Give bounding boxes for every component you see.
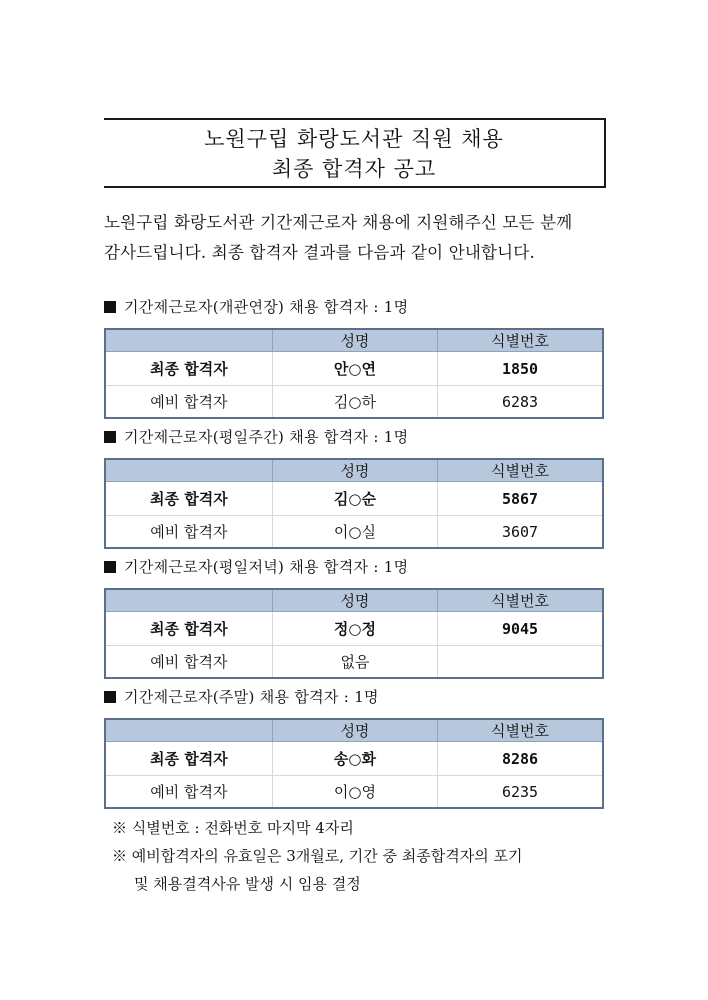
reserve-label: 예비 합격자: [105, 646, 272, 679]
final-label: 최종 합격자: [105, 742, 272, 776]
header-name: 성명: [272, 589, 437, 612]
section-heading-text: 기간제근로자(평일저녁) 채용 합격자 : 1명: [124, 558, 409, 576]
header-blank-cell: [105, 589, 272, 612]
table-header-row: [105, 329, 603, 352]
final-row: [105, 742, 603, 776]
reserve-label: 예비 합격자: [105, 776, 272, 809]
final-row: [105, 612, 603, 646]
reserve-row: [105, 386, 603, 419]
section-weekend: [104, 686, 614, 809]
final-id: 5867: [438, 482, 603, 516]
black-square-icon: [104, 301, 116, 313]
final-id: 1850: [438, 352, 603, 386]
reserve-label: 예비 합격자: [105, 516, 272, 549]
header-name: 성명: [272, 719, 437, 742]
note-id-definition: ※ 식별번호 : 전화번호 마지막 4자리: [112, 819, 354, 837]
note-reserve-validity-cont: 및 채용결격사유 발생 시 임용 결정: [134, 875, 361, 893]
final-id: 9045: [438, 612, 603, 646]
final-name: 김○순: [272, 482, 437, 516]
reserve-name: 이○영: [272, 776, 437, 809]
header-blank-cell: [105, 329, 272, 352]
section-extended-hours: [104, 296, 614, 419]
reserve-name: 이○실: [272, 516, 437, 549]
table-header-row: [105, 719, 603, 742]
section-heading: [104, 556, 614, 580]
note-reserve-validity: ※ 예비합격자의 유효일은 3개월로, 기간 중 최종합격자의 포기: [112, 847, 523, 865]
final-label: 최종 합격자: [105, 352, 272, 386]
section-heading: [104, 426, 614, 450]
header-blank-cell: [105, 459, 272, 482]
reserve-id: 3607: [438, 516, 603, 549]
section-heading-text: 기간제근로자(개관연장) 채용 합격자 : 1명: [124, 298, 409, 316]
final-label: 최종 합격자: [105, 482, 272, 516]
header-name: 성명: [272, 329, 437, 352]
reserve-name: 김○하: [272, 386, 437, 419]
result-table: [104, 718, 604, 809]
final-row: [105, 482, 603, 516]
black-square-icon: [104, 431, 116, 443]
black-square-icon: [104, 691, 116, 703]
reserve-row: [105, 776, 603, 809]
title-box: [104, 118, 606, 188]
result-table: [104, 328, 604, 419]
final-name: 안○연: [272, 352, 437, 386]
section-weekday-day: [104, 426, 614, 549]
header-blank-cell: [105, 719, 272, 742]
reserve-row: [105, 646, 603, 679]
final-row: [105, 352, 603, 386]
section-heading-text: 기간제근로자(주말) 채용 합격자 : 1명: [124, 688, 379, 706]
intro-paragraph: [104, 208, 614, 268]
intro-line-2: 감사드립니다. 최종 합격자 결과를 다음과 같이 안내합니다.: [104, 243, 535, 262]
section-heading: [104, 296, 614, 320]
page-subtitle: 최종 합격자 공고: [271, 157, 437, 181]
section-heading: [104, 686, 614, 710]
final-name: 송○화: [272, 742, 437, 776]
reserve-label: 예비 합격자: [105, 386, 272, 419]
reserve-row: [105, 516, 603, 549]
section-heading-text: 기간제근로자(평일주간) 채용 합격자 : 1명: [124, 428, 409, 446]
result-table: [104, 458, 604, 549]
final-id: 8286: [438, 742, 603, 776]
black-square-icon: [104, 561, 116, 573]
table-header-row: [105, 589, 603, 612]
notes: [112, 814, 612, 898]
final-name: 정○정: [272, 612, 437, 646]
intro-line-1: 노원구립 화랑도서관 기간제근로자 채용에 지원해주신 모든 분께: [104, 213, 573, 232]
result-table: [104, 588, 604, 679]
final-label: 최종 합격자: [105, 612, 272, 646]
section-weekday-evening: [104, 556, 614, 679]
reserve-id: 6283: [438, 386, 603, 419]
page-title: 노원구립 화랑도서관 직원 채용: [204, 127, 504, 151]
table-header-row: [105, 459, 603, 482]
header-name: 성명: [272, 459, 437, 482]
header-id: 식별번호: [438, 589, 603, 612]
header-id: 식별번호: [438, 459, 603, 482]
reserve-id: 6235: [438, 776, 603, 809]
header-id: 식별번호: [438, 329, 603, 352]
header-id: 식별번호: [438, 719, 603, 742]
reserve-id: [438, 646, 603, 679]
reserve-name: 없음: [272, 646, 437, 679]
